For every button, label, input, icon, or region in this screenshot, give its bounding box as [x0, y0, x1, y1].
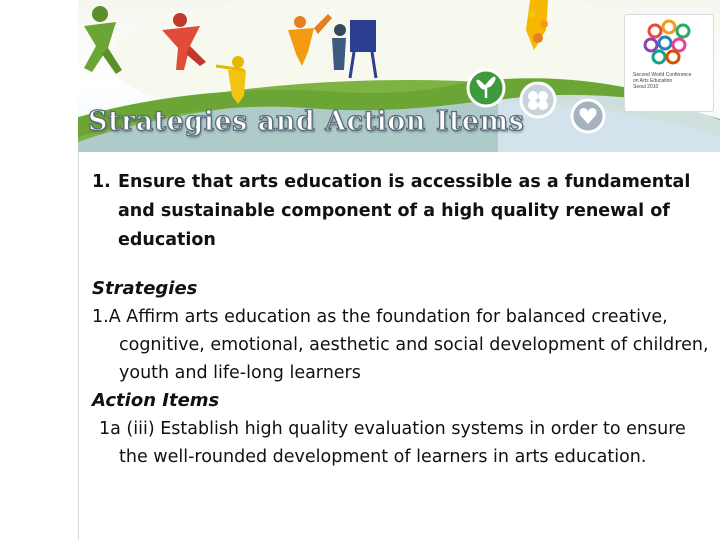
item-text: Ensure that arts education is accessible as a fundamental and sustainable component of a high quality renewal of education: [118, 172, 691, 250]
conference-logo-mark: [625, 15, 713, 71]
conference-logo: [624, 14, 714, 112]
logo-caption-line: on Arts Education: [633, 78, 673, 84]
logo-caption-line: Second World Conference: [633, 72, 692, 78]
spacer: [92, 255, 712, 275]
heart-icon: [572, 100, 604, 132]
logo-caption-line: Seoul 2010: [633, 84, 659, 90]
strategy-item: 1.A Affirm arts education as the foundation for balanced creative, cognitive, emotional, aesthetic and social development of children, youth and life-long learners: [92, 307, 709, 383]
athlete-figure-green: [84, 6, 122, 74]
strategies-heading: Strategies: [92, 278, 198, 299]
numbered-item: [92, 168, 698, 255]
action-items-heading: Action Items: [92, 390, 220, 411]
item-number: 1.: [92, 172, 111, 192]
slide-left-margin: [0, 0, 79, 540]
conference-logo-caption: [633, 72, 709, 90]
slide-body: [92, 168, 712, 471]
action-item: 1a (iii) Establish high quality evaluation systems in order to ensure the well-rounded development of learners in arts education.: [99, 419, 686, 467]
slide-title: Strategies and Action Items: [88, 106, 525, 137]
sprout-icon: [468, 70, 504, 106]
clover-icon: [521, 83, 555, 117]
